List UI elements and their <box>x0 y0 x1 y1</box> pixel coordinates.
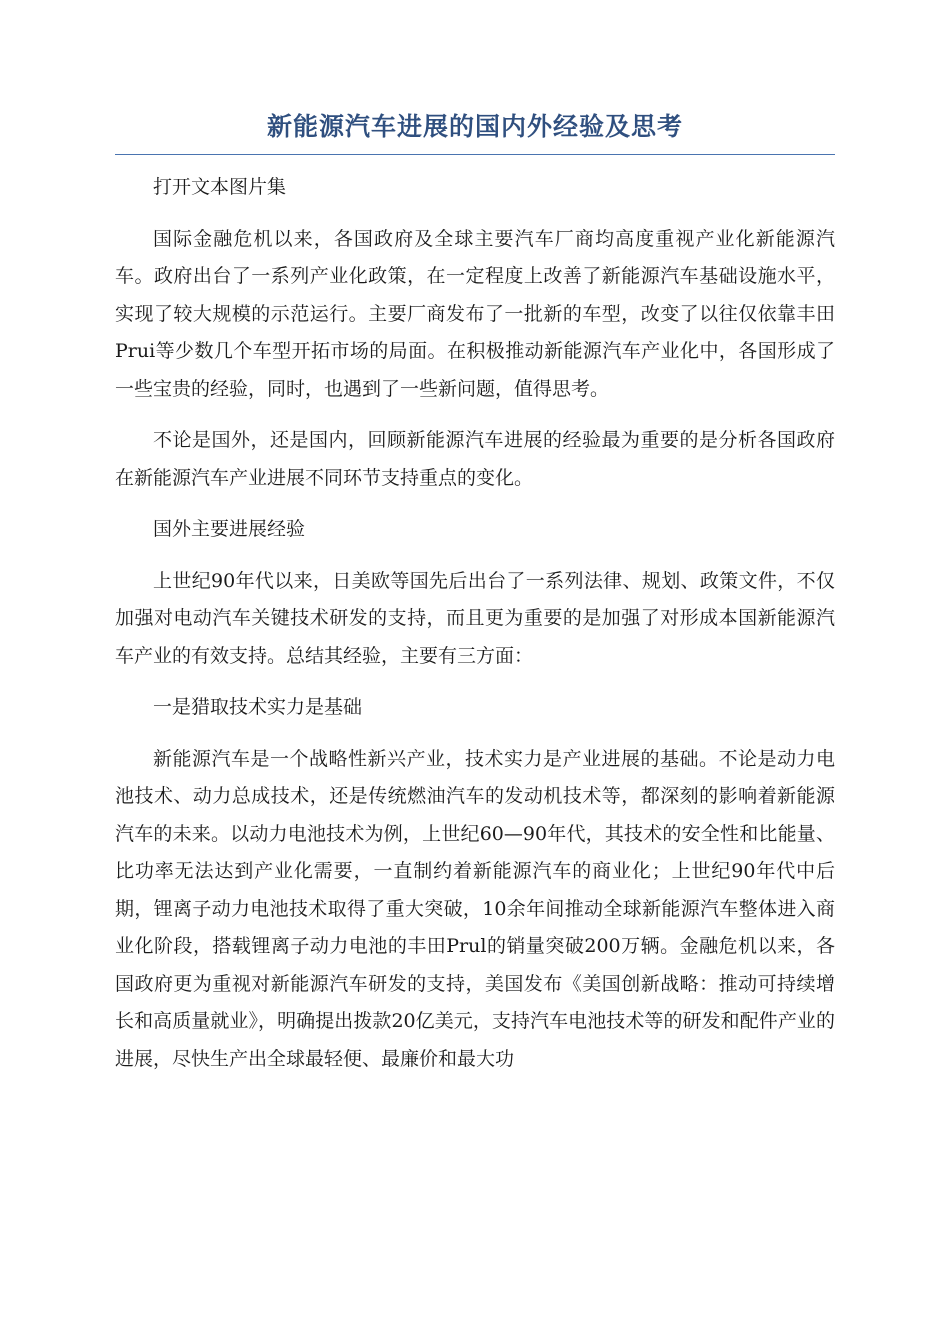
paragraph-technology-detail: 新能源汽车是一个战略性新兴产业，技术实力是产业进展的基础。不论是动力电池技术、动力总成技术，还是传统燃油汽车的发动机技术等，都深刻的影响着新能源汽车的未来。以动力电池技术为例，上世纪60—90年代，其技术的安全性和比能量、比功率无法达到产业化需要，一直制约着新能源汽车的商业化；上世纪90年代中后期，锂离子动力电池技术取得了重大突破，10余年间推动全球新能源汽车整体进入商业化阶段，搭载锂离子动力电池的丰田Prul的销量突破200万辆。金融危机以来，各国政府更为重视对新能源汽车研发的支持，美国发布《美国创新战略：推动可持续增长和高质量就业》，明确提出拨款20亿美元，支持汽车电池技术等的研发和配件产业的进展，尽快生产出全球最轻便、最廉价和最大功 <box>115 747 835 1070</box>
section-heading-foreign-experience: 国外主要进展经验 <box>153 518 306 540</box>
document-title: 新能源汽车进展的国内外经验及思考 <box>266 112 683 141</box>
document-page <box>115 108 835 1092</box>
subheading-technology-foundation: 一是猎取技术实力是基础 <box>153 696 363 718</box>
paragraph-review: 不论是国外，还是国内，回顾新能源汽车进展的经验最为重要的是分析各国政府在新能源汽车产业进展不同环节支持重点的变化。 <box>115 429 835 489</box>
paragraph-image-collection: 打开文本图片集 <box>153 176 287 198</box>
title-underline <box>115 154 835 155</box>
paragraph-intro: 国际金融危机以来，各国政府及全球主要汽车厂商均高度重视产业化新能源汽车。政府出台了一系列产业化政策，在一定程度上改善了新能源汽车基础设施水平，实现了较大规模的示范运行。主要厂商发布了一批新的车型，改变了以往仅依靠丰田Prui等少数几个车型开拓市场的局面。在积极推动新能源汽车产业化中，各国形成了一些宝贵的经验，同时，也遇到了一些新问题，值得思考。 <box>115 227 835 400</box>
paragraph-policy-history: 上世纪90年代以来，日美欧等国先后出台了一系列法律、规划、政策文件，不仅加强对电动汽车关键技术研发的支持，而且更为重要的是加强了对形成本国新能源汽车产业的有效支持。总结其经验，主要有三方面： <box>115 569 835 667</box>
